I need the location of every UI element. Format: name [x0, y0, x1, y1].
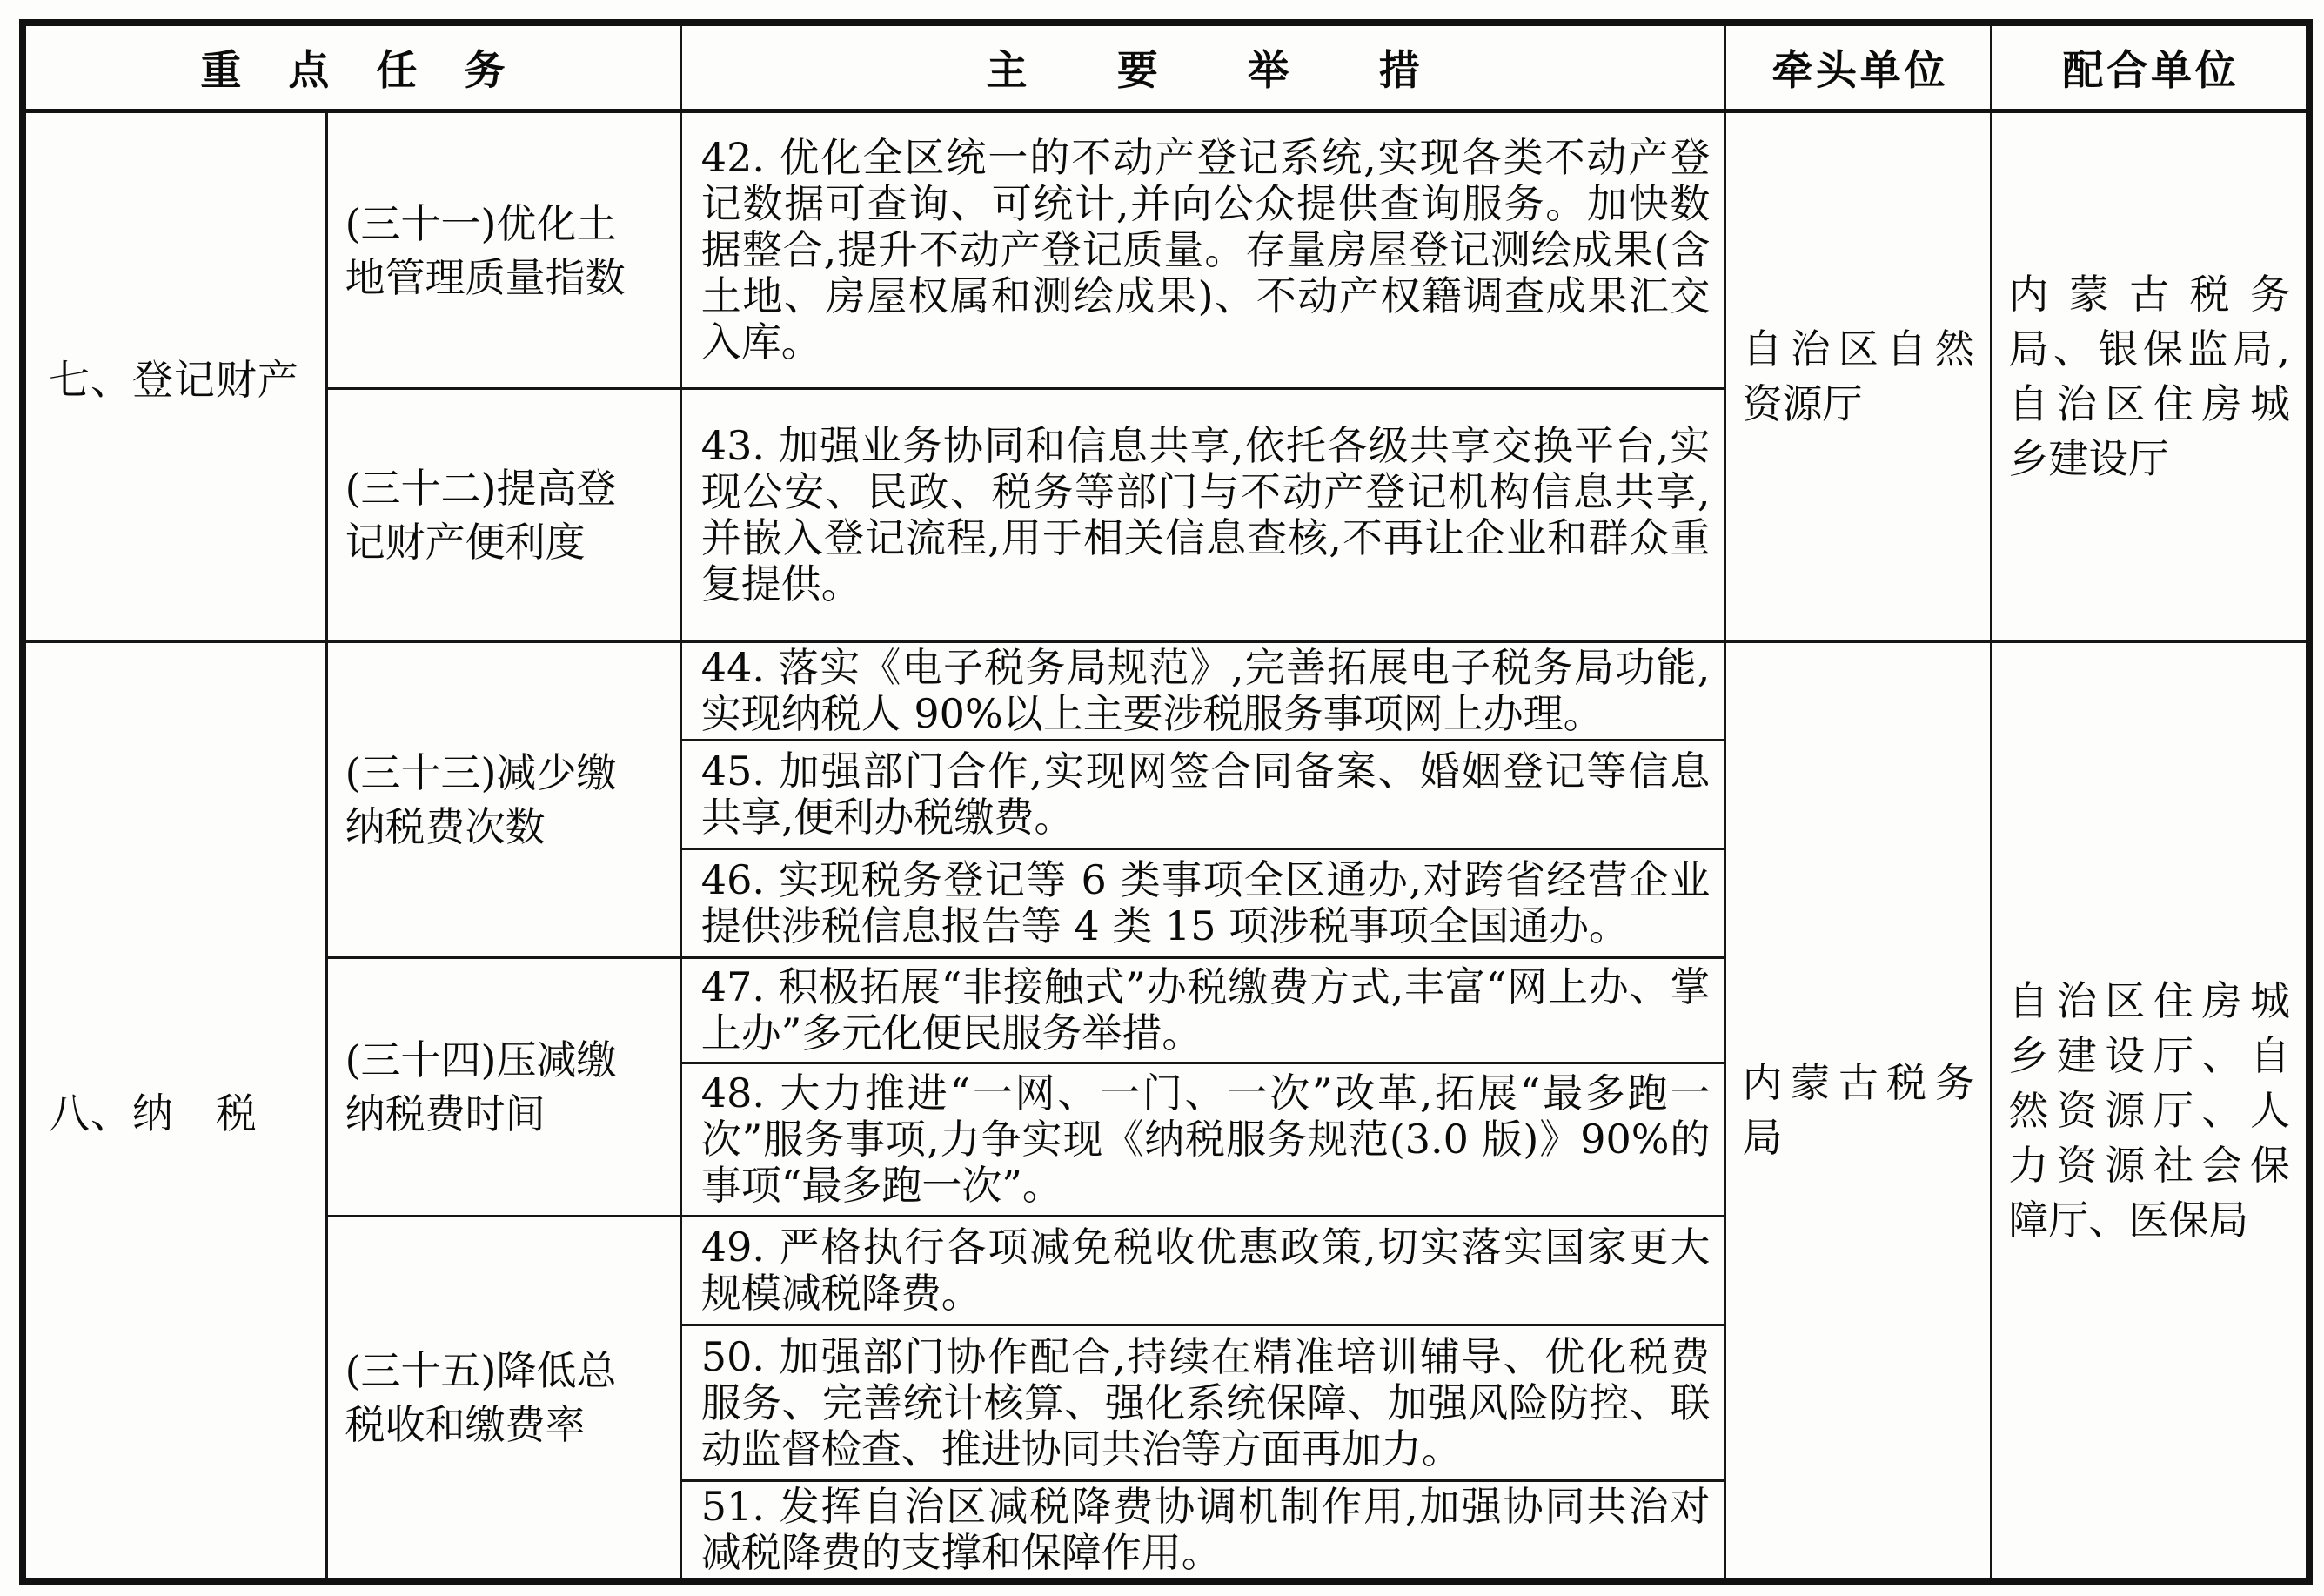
measure-43: 43. 加强业务协同和信息共享,依托各级共享交换平台,实现公安、民政、税务等部门与不动产登记机构信息共享,并嵌入登记流程,用于相关信息查核,不再让企业和群众重复提供。 [680, 389, 1725, 642]
header-key-tasks [23, 23, 680, 111]
task-assignment-table [19, 19, 2313, 1585]
measure-51: 51. 发挥自治区减税降费协调机制作用,加强协同共治对减税降费的支撑和保障作用。 [680, 1481, 1725, 1582]
task-32-label: (三十二)提高登 记财产便利度 [326, 389, 680, 642]
measure-50: 50. 加强部门协作配合,持续在精准培训辅导、优化税费服务、完善统计核算、强化系统保障、加强风险防控、联动监督检查、推进协同共治等方面再加力。 [680, 1325, 1725, 1481]
measure-49: 49. 严格执行各项减免税收优惠政策,切实落实国家更大规模减税降费。 [680, 1217, 1725, 1325]
measure-47: 47. 积极拓展“非接触式”办税缴费方式,丰富“网上办、掌上办”多元化便民服务举措。 [680, 958, 1725, 1063]
header-lead-unit [1725, 23, 1992, 111]
measure-48: 48. 大力推进“一网、一门、一次”改革,拓展“最多跑一次”服务事项,力争实现《纳税服务规范(3.0 版)》90%的事项“最多跑一次”。 [680, 1063, 1725, 1217]
support-unit-registering-property: 内蒙古税务 局、银保监局, 自治区住房城 乡建设厅 [1992, 111, 2309, 642]
support-unit-paying-taxes: 自治区住房城 乡建设厅、自 然资源厅、人 力资源社会保 障厅、医保局 [1992, 642, 2309, 1582]
header-lead-unit-label: 牵头单位 [1771, 47, 1949, 95]
category-paying-taxes: 八、纳 税 [23, 642, 326, 1582]
task-35-label: (三十五)降低总 税收和缴费率 [326, 1217, 680, 1582]
lead-unit-paying-taxes: 内蒙古税务 局 [1725, 642, 1992, 1582]
measure-44: 44. 落实《电子税务局规范》,完善拓展电子税务局功能,实现纳税人 90%以上主要涉税服务事项网上办理。 [680, 642, 1725, 741]
header-main-measures [680, 23, 1725, 111]
lead-unit-registering-property: 自治区自然 资源厅 [1725, 111, 1992, 642]
header-main-measures-label: 主要举措 [986, 47, 1510, 95]
task-33-label: (三十三)减少缴 纳税费次数 [326, 642, 680, 958]
measure-45: 45. 加强部门合作,实现网签合同备案、婚姻登记等信息共享,便利办税缴费。 [680, 741, 1725, 849]
category-registering-property: 七、登记财产 [23, 111, 326, 642]
measure-46: 46. 实现税务登记等 6 类事项全区通办,对跨省经营企业提供涉税信息报告等 4 类 15 项涉税事项全国通办。 [680, 849, 1725, 958]
task-31-label: (三十一)优化土 地管理质量指数 [326, 111, 680, 389]
header-support-unit-label: 配合单位 [2062, 47, 2240, 95]
measure-42: 42. 优化全区统一的不动产登记系统,实现各类不动产登记数据可查询、可统计,并向公众提供查询服务。加快数据整合,提升不动产登记质量。存量房屋登记测绘成果(含土地、房屋权属和测绘成果)、不动产权籍调查成果汇交入库。 [680, 111, 1725, 389]
header-support-unit [1992, 23, 2309, 111]
header-key-tasks-label: 重点任务 [200, 47, 553, 95]
task-34-label: (三十四)压减缴 纳税费时间 [326, 958, 680, 1217]
